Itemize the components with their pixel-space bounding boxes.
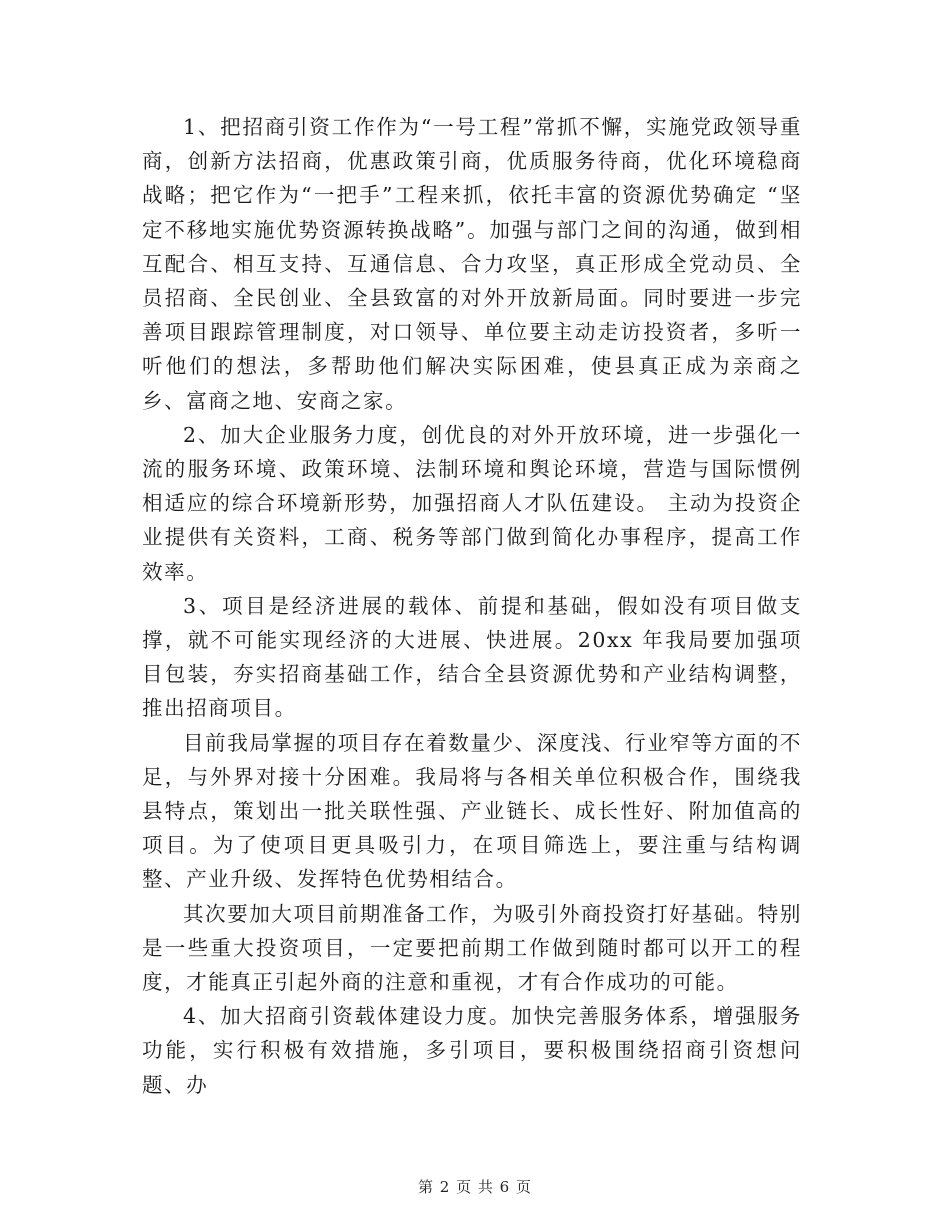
paragraph-5: 其次要加大项目前期准备工作，为吸引外商投资打好基础。特别是一些重大投资项目，一定要把前期工作做到随时都可以开工的程度，才能真正引起外商的注意和重视，才有合作成功的可能。 (142, 901, 802, 995)
paragraph-2: 2、加大企业服务力度，创优良的对外开放环境，进一步强化一流的服务环境、政策环境、法制环境和舆论环境，营造与国际惯例相适应的综合环境新形势，加强招商人才队伍建设。 主动为投资企业提供有关资料，工商、税务等部门做到简化办事程序，提高工作效率。 (142, 422, 802, 584)
paragraph-1: 1、把招商引资工作作为“一号工程”常抓不懈，实施党政领导重商，创新方法招商，优惠政策引商，优质服务待商，优化环境稳商战略；把它作为“一把手”工程来抓，依托丰富的资源优势确定 “坚定不移地实施优势资源转换战略”。加强与部门之间的沟通，做到相互配合、相互支持、互通信息、合力攻坚，真正形成全党动员、全员招商、全民创业、全县致富的对外开放新局面。同时要进一步完善项目跟踪管理制度，对口领导、单位要主动走访投资者，多听一听他们的想法，多帮助他们解决实际困难，使县真正成为亲商之乡、富商之地、安商之家。 (142, 115, 802, 413)
page-footer: 第 2 页 共 6 页 (418, 1178, 532, 1196)
paragraph-3: 3、项目是经济进展的载体、前提和基础，假如没有项目做支撑，就不可能实现经济的大进展、快进展。20xx 年我局要加强项目包装，夯实招商基础工作，结合全县资源优势和产业结构调整，推出招商项目。 (142, 593, 802, 721)
paragraph-4: 目前我局掌握的项目存在着数量少、深度浅、行业窄等方面的不足，与外界对接十分困难。我局将与各相关单位积极合作，围绕我县特点，策划出一批关联性强、产业链长、成长性好、附加值高的项目。为了使项目更具吸引力，在项目筛选上，要注重与结构调整、产业升级、发挥特色优势相结合。 (142, 730, 802, 892)
paragraph-6: 4、加大招商引资载体建设力度。加快完善服务体系，增强服务功能，实行积极有效措施，多引项目，要积极围绕招商引资想问题、办 (142, 1004, 802, 1097)
document-body (142, 110, 802, 1102)
